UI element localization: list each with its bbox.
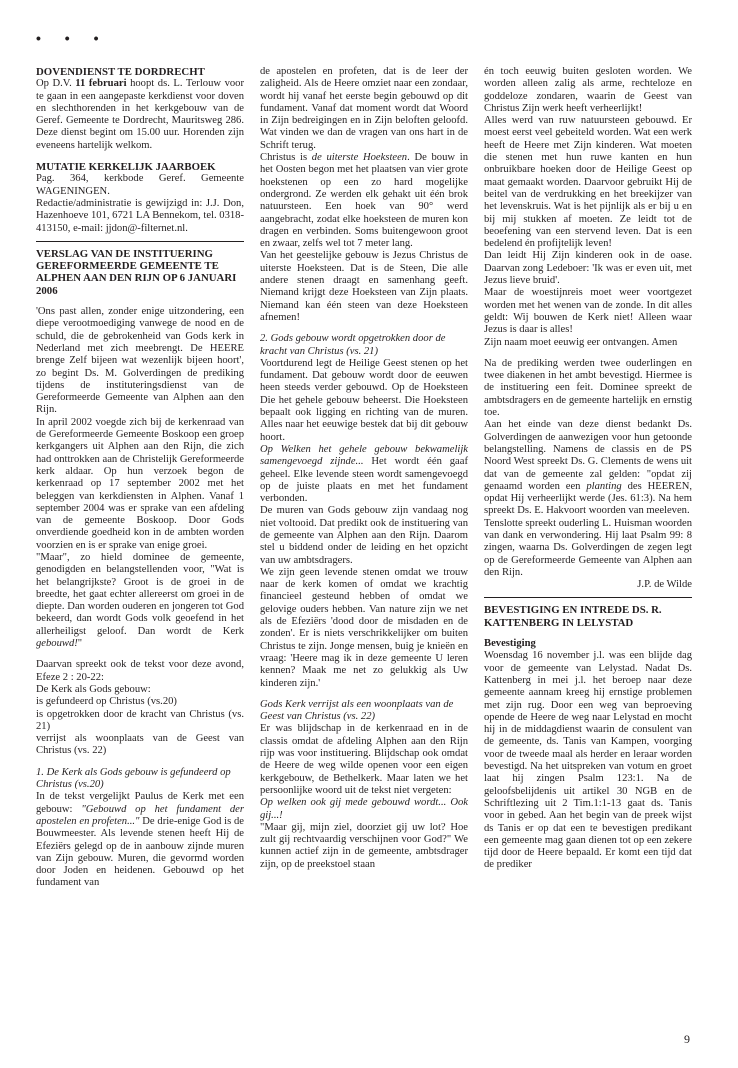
paragraph (484, 419, 692, 517)
paragraph: Alles werd van ruw natuursteen gebouwd. Er moest eerst veel gebeiteld worden. Wat een werk heeft de Heere met Zijn kinderen. Wat moeten die stenen met hun ruwe kanten en hun onbruikbare hoeken door de Heilige Geest op maat gemaakt worden. Daarvoor gebruikt Hij de beitel van de verdrukking en het breekijzer van het levenskruis. Wat is het pijnlijk als er bij u en bij mij stukken af moeten. Ze leidt tot de beoefening van een stervend leven. Dat is een bedelend én profijtelijk leven! (484, 115, 692, 250)
paragraph: Er was blijdschap in de kerkenraad en in de classis omdat de afdeling Alphen aan den Rijn rijp was voor instituering. Blijdschap ook omdat de Heere de weg wilde openen voor een eigen kerkgebouw, de Bethelkerk. Maar laten we het persoonlijke woord uit de tekst niet vergeten: (260, 723, 468, 796)
verslag-line: De Kerk als Gods gebouw: (36, 683, 151, 695)
kattenberg-subheading: Bevestiging (484, 638, 536, 650)
section-1-heading: 1. De Kerk als Gods gebouw is gefundeerd op Christus (vs.20) (36, 766, 231, 791)
column-middle (260, 66, 468, 871)
wens-text-a: Aan het einde van deze dienst bedankt Ds. Golverdingen de aanwezigen voor hun getoonde belangstelling. Namens de classis en de PS Noord West spreekt Ds. G. Clements de wens uit dat van de gemeente zal gelden: "opdat zij genaamd worden een (484, 419, 692, 492)
verslag-quote-italic: gebouwd! (36, 638, 78, 650)
paragraph: Van het geestelijke gebouw is Jezus Christus de uiterste Hoeksteen. Dat is de Steen, Die alle andere stenen draagt en samenhang geeft. Niemand krijgt deze Hoeksteen van Zijn plaats. Niemand kan één steen van deze Hoeksteen afnemen! (260, 250, 468, 323)
hoeksteen-text-b: . De bouw in het Oosten begon met het plaatsen van vier grote hoekstenen op een zo hard mogelijke ondergrond. Ze werden elk gehakt uit één brok natuursteen. Een hoek van 90° werd aangebracht, zodat elke hoeksteen de muren kon dragen en verbinden. Soms buitengewoon groot en zwaar, zelfs wel tot 7 meter lang. (260, 152, 468, 250)
column-right (484, 66, 692, 872)
section-1-quote: "Gebouwd op het fundament der apostelen en profeten..." (36, 803, 245, 827)
paragraph (260, 152, 468, 250)
quote-italic: Op welken ook gij mede gebouwd wordt... Ook gij...! (260, 797, 468, 821)
section-1-text-a: In de tekst vergelijkt Paulus de Kerk met een gebouw: (36, 791, 244, 815)
verslag-paragraph: Daarvan spreekt ook de tekst voor deze avond, Efeze 2 : 20-22: (36, 659, 244, 683)
page-number: 9 (684, 1032, 690, 1046)
paragraph: Na de prediking werden twee ouderlingen en twee diakenen in het ambt bevestigd. Hiermee is de instituering een feit. Dominee spreekt de ambtsdragers en de gemeente hartelijk en ernstig toe. (484, 357, 692, 419)
verslag-line: is gefundeerd op Christus (vs.20) (36, 696, 177, 708)
section-1-text-b: De drie-enige God is de Bouwmeester. Als levende stenen heeft Hij de Efeziërs gelegd op de in aanbouw zijnde muren van Zijn gebouw. Muren, die gevormd worden door Joden en heidenen. Gebouwd op het fundament van (36, 815, 245, 889)
paragraph: "Maar gij, mijn ziel, doorziet gij uw lot? Hoe zult gij rechtvaardig verschijnen voor God?" We kunnen actief zijn in de gemeente, ambtsdrager zijn, op de preekstoel staan (260, 821, 468, 870)
wens-italic: planting (586, 480, 622, 492)
kattenberg-heading: BEVESTIGING EN INTREDE DS. R. KATTENBERG IN LELYSTAD (484, 604, 662, 629)
paragraph: Woensdag 16 november j.l. was een blijde dag voor de gemeente van Lelystad. Nadat Ds. Kattenberg in mei j.l. het beroep naar deze gemeente aannam kreeg hij ernstige problemen met zijn rug. Door een weg van beproeving opende de Heere de weg naar Lelystad en mocht hij in de middagdienst waarin de consulent van de gemeente, ds. Tanis van Kampen, voorging voor de tweede maal als herder en leraar worden bevestigd. Na het uitspreken van votum en groet laat hij zingen Psalm 123:1. Na de geloofsbelijdenis uit artikel 30 NGB en de Schriftlezing uit 2 Tim.1:1-13 gaat ds. Tanis voor in gebed. Aan het begin van de preek wijst ds Tanis er op dat een te bevestigen predikant een gemeente mag gaan dienen tot op een zekere tijd door de Heere bepaald. Er komt een tijd dat de prediker (484, 650, 692, 871)
author-signature: J.P. de Wilde (637, 579, 692, 591)
dovendienst-date: 11 februari (75, 78, 127, 90)
verslag-paragraph: In april 2002 voegde zich bij de kerkenraad van de Gereformeerde Gemeente Boskoop een groep kerkgangers uit Alphen aan den Rijn, die zich had onttrokken aan de Christelijk Gereformeerde kerk aldaar. Op hun verzoek begon de kerkenraad op 17 september 2002 met het beleggen van kerkdiensten in Alphen. Vanaf 1 september 2004 was er sprake van een afdeling van de gemeente Boskoop. Door Gods onverdiende goedheid kon in de ambten worden voorzien en is er sprake van enige groei. (36, 416, 244, 551)
divider (484, 597, 692, 598)
verslag-quote-b: " (77, 638, 83, 650)
paragraph (260, 444, 468, 505)
verslag-heading: VERSLAG VAN DE INSTITUERING GEREFORMEERDE GEMEENTE TE ALPHEN AAN DEN RIJN OP 6 JANUARI 2006 (36, 247, 237, 297)
mutatie-text-2: Redactie/administratie is gewijzigd in: J.J. Don, Hazenhoeve 101, 6721 LA Bennekom, tel. 0318-413150, e-mail: jjdon@-filternet.nl. (36, 197, 245, 234)
quote-text: Het wordt één gaaf geheel. Elke levende steen wordt samengevoegd op de juiste plaats en met het fundament verbonden. (260, 456, 468, 505)
dovendienst-heading: DOVENDIENST TE DORDRECHT (36, 66, 205, 78)
hoeksteen-italic: de uiterste Hoeksteen (311, 152, 408, 164)
mutatie-heading: MUTATIE KERKELIJK JAARBOEK (36, 161, 216, 174)
verslag-paragraph: 'Ons past allen, zonder enige uitzondering, een diepe verootmoediging vanwege de nood en de schuld, die de gebrokenheid van Gods kerk in Nederland met zich meebrengt. De HEERE brenge Zelf bijeen wat wezenlijk bijeen hoort', zo begint Ds. M. Golverdingen de prediking tijdens de instituteringsdienst van de Gereformeerde Gemeente van Alphen aan den Rijn. (36, 306, 244, 416)
header-marks: • • • (36, 30, 109, 46)
paragraph: De muren van Gods gebouw zijn vandaag nog niet voltooid. Dat predikt ook de instituering van de gemeente van Alphen aan den Rijn. Daarom stel u biddend onder de leiding en het opzicht van uw ambtsdragers. (260, 505, 468, 566)
hoeksteen-text-a: Christus is (260, 152, 312, 164)
verslag-line: verrijst als woonplaats van de Geest van Christus (vs. 22) (36, 733, 244, 757)
paragraph: Maar de woestijnreis moet weer voortgezet worden met het wenen van de zonde. In dit alles geldt: Wij bouwen de Kerk niet! Alleen waar Jezus is daar is alles! (484, 287, 692, 336)
paragraph: We zijn geen levende stenen omdat we trouw naar de kerk komen of omdat we krachtig financieel gesteund hebben of omdat we gelovige ouders hebben. Van nature zijn we net als de Efeziërs 'dood door de misdaden en de zonden'. Er is niets verschrikkelijker om buiten Christus te zijn. Jonge mensen, buig je knieën en vraag: 'Heere mag ik in deze gemeente U leren kennen? Maak me net zo gelukkig als Uw kinderen zijn.' (260, 566, 468, 689)
section-1-text (36, 791, 244, 889)
paragraph: Zijn naam moet eeuwig eer ontvangen. Amen (484, 336, 678, 348)
section-3-heading: Gods Kerk verrijst als een woonplaats van de Geest van Christus (vs. 22) (260, 698, 454, 723)
dovendienst-text-a: Op D.V. (36, 78, 76, 90)
divider (36, 241, 244, 242)
verslag-paragraph (36, 552, 244, 650)
paragraph: én toch eeuwig buiten gesloten worden. We worden alleen zalig als arme, rechteloze en goddeloze zondaren, waarin de Geest van Christus Zijn werk heeft verheerlijkt! (484, 66, 692, 114)
paragraph: Dan leidt Hij Zijn kinderen ook in de oase. Daarvan zong Ledeboer: 'Ik was er even uit, met Jezus lieve bruid'. (484, 250, 692, 287)
quote-italic: Op Welken het gehele gebouw bekwamelijk samengevoegd zijnde... (260, 443, 468, 468)
wens-text-b: des HEEREN, opdat Hij verheerlijkt werde (Jes. 61:3). Na hem spreekt Ds. E. Hakvoort woorden van meeleven. (484, 480, 692, 517)
paragraph: Voortdurend legt de Heilige Geest stenen op het fundament. Dat gebouw wordt door de eeuwen heen steeds verder gebouwd. Op de Hoeksteen Die het gehele gebouw beheerst. Die Hoeksteen bepaalt ook ligging en richting van de muren. Alles naar het eeuwige bestek dat bij dit gebouw hoort. (260, 357, 468, 443)
paragraph: Tenslotte spreekt ouderling L. Huisman woorden van dank en verwondering. Hij laat Psalm 99: 8 zingen, waarna Ds. Golverdingen de zegen legt op de Gereformeerde Gemeente van Alphen aan den Rijn. (484, 517, 692, 578)
verslag-quote-a: "Maar", zo hield dominee de gemeente, genodigden en belangstellenden voor, "Wat is het belangrijkste? Groot is de groei in de breedte, het gaat echter allereerst om groei in de diepte. Dan worden ouderen en jongeren tot God bekeerd, dan wordt Gods volk geoefend in het allerheiligst geloof. Dan wordt de Kerk (36, 551, 244, 637)
column-left (36, 66, 244, 890)
paragraph: de apostelen en profeten, dat is de leer der zaligheid. Als de Heere omziet naar een zondaar, wordt hij vanaf het eerste begin gebouwd op dit fundament. Vanaf dat moment wordt dat Woord in Zijn bedreigingen en in Zijn beloften geloofd. Wat vinden we dan de vragen van ons hart in de Schrift terug. (260, 66, 468, 151)
dovendienst-text-b: hoopt ds. L. Terlouw voor te gaan in een aangepaste kerkdienst voor doven en slechthorenden in het kerkgebouw van de Geref. Gemeente te Dordrecht, Mauritsweg 286. Deze dienst begint om 15.00 uur. Horenden zijn eveneens hartelijk welkom. (36, 78, 244, 151)
verslag-line: is opgetrokken door de kracht van Christus (vs. 21) (36, 708, 244, 732)
dovendienst-text (36, 78, 244, 152)
section-2-heading: 2. Gods gebouw wordt opgetrokken door de kracht van Christus (vs. 21) (260, 333, 446, 357)
mutatie-text-1: Pag. 364, kerkbode Geref. Gemeente WAGENINGEN. (36, 173, 244, 197)
